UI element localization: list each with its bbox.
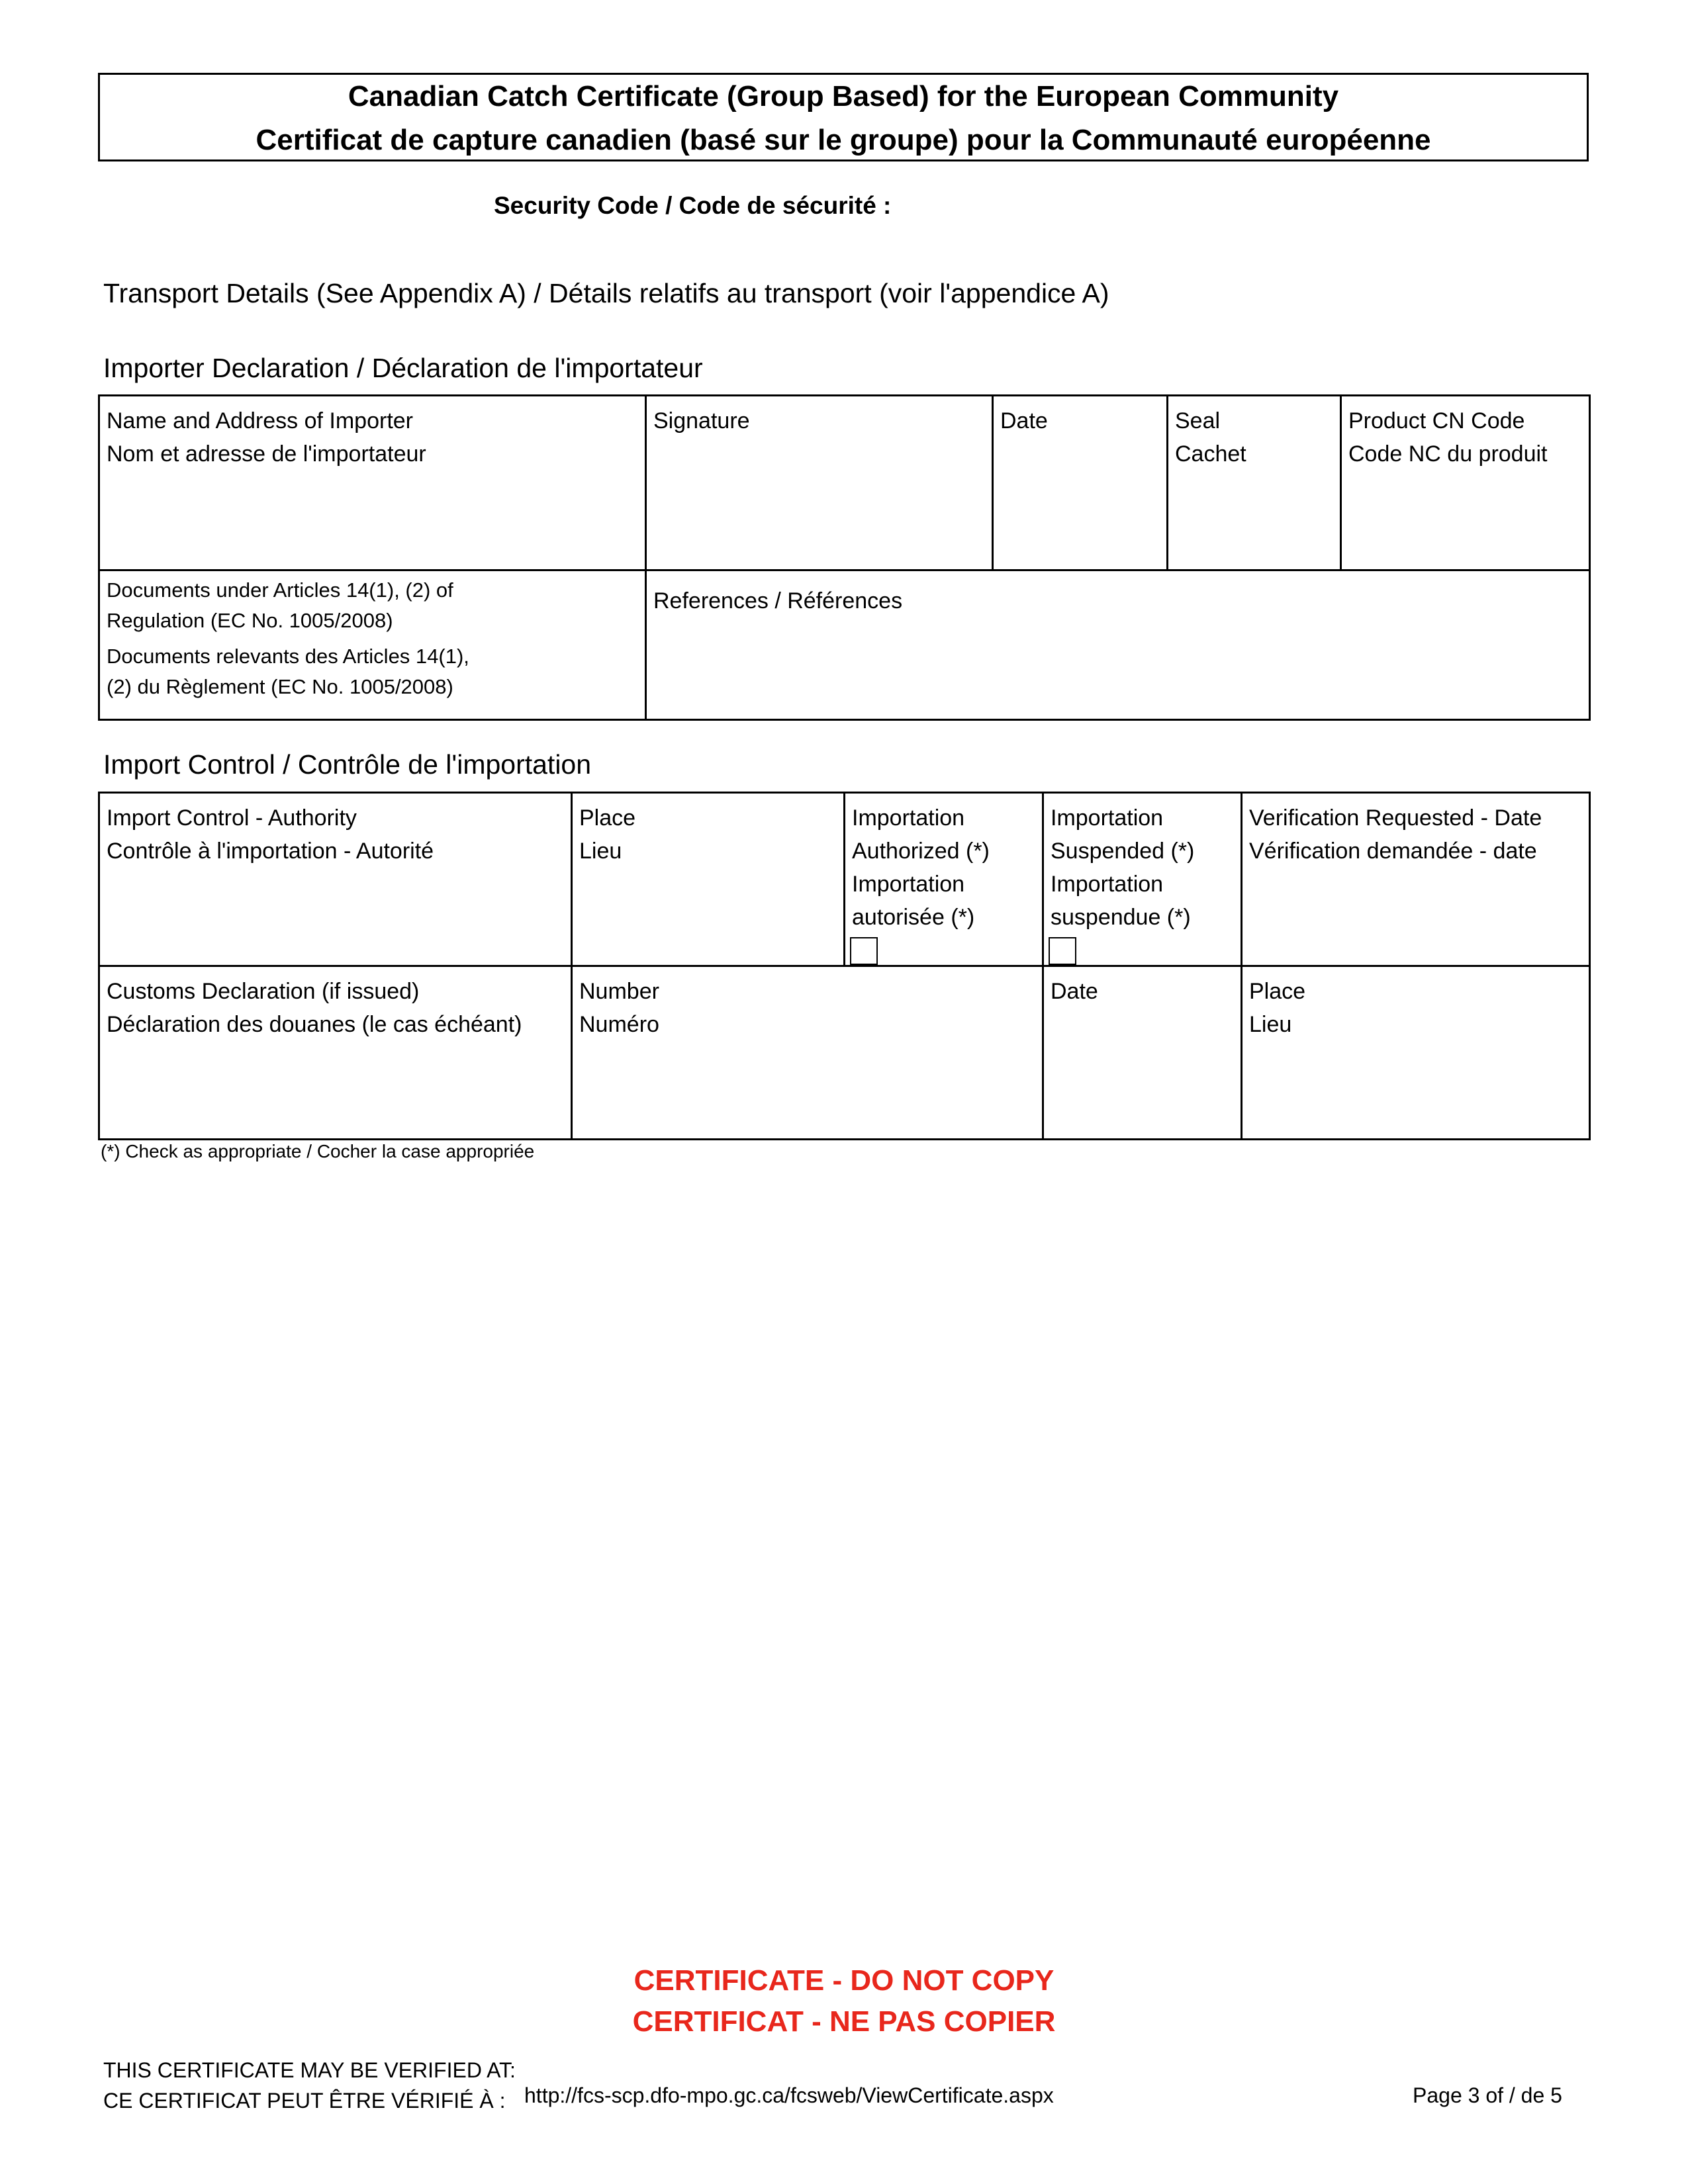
signature-label: Signature bbox=[653, 408, 750, 433]
page-number: Page 3 of / de 5 bbox=[1413, 2083, 1562, 2107]
cn-code-label-en: Product CN Code bbox=[1348, 408, 1525, 433]
authorized-label-2: Authorized (*) bbox=[852, 839, 990, 864]
references-cell[interactable] bbox=[646, 570, 1590, 720]
cn-code-label-fr: Code NC du produit bbox=[1348, 441, 1548, 467]
documents-label-en-2: Regulation (EC No. 1005/2008) bbox=[107, 609, 393, 632]
title-french: Certificat de capture canadien (basé sur le groupe) pour la Communauté européenne bbox=[256, 124, 1431, 156]
importer-date-cell[interactable] bbox=[993, 396, 1168, 570]
product-cn-code-cell[interactable] bbox=[1341, 396, 1590, 570]
certificate-title bbox=[98, 73, 1589, 161]
authorized-label-3: Importation bbox=[852, 872, 965, 897]
verify-label-fr: CE CERTIFICAT PEUT ÊTRE VÉRIFIÉ À : bbox=[103, 2089, 506, 2113]
suspended-label-1: Importation bbox=[1051, 805, 1164, 831]
authority-label-en: Import Control - Authority bbox=[107, 805, 357, 831]
import-place-cell[interactable] bbox=[572, 793, 845, 966]
documents-label-fr-1: Documents relevants des Articles 14(1), bbox=[107, 645, 469, 668]
import-authority-cell[interactable] bbox=[99, 793, 572, 966]
customs-date-cell[interactable] bbox=[1043, 966, 1242, 1140]
verification-url-link[interactable]: http://fcs-scp.dfo-mpo.gc.ca/fcsweb/ViewCertificate.aspx bbox=[524, 2083, 1054, 2107]
transport-details-heading: Transport Details (See Appendix A) / Détails relatifs au transport (voir l'appendice A) bbox=[103, 278, 1109, 308]
authorized-label-1: Importation bbox=[852, 805, 965, 831]
importer-name-label-en: Name and Address of Importer bbox=[107, 408, 414, 433]
importer-name-address-cell[interactable] bbox=[99, 396, 646, 570]
documents-label-fr-2: (2) du Règlement (EC No. 1005/2008) bbox=[107, 675, 453, 698]
customs-label-en: Customs Declaration (if issued) bbox=[107, 979, 420, 1004]
importation-authorized-checkbox[interactable] bbox=[850, 937, 878, 965]
title-english: Canadian Catch Certificate (Group Based) for the European Community bbox=[348, 80, 1339, 113]
customs-place-label-fr: Lieu bbox=[1249, 1012, 1292, 1037]
verification-requested-cell[interactable] bbox=[1242, 793, 1590, 966]
verification-label-fr: Vérification demandée - date bbox=[1249, 839, 1537, 864]
importer-seal-cell[interactable] bbox=[1168, 396, 1341, 570]
references-label: References / Références bbox=[653, 588, 903, 614]
verification-label-en: Verification Requested - Date bbox=[1249, 805, 1542, 831]
authorized-label-4: autorisée (*) bbox=[852, 905, 975, 930]
import-control-heading: Import Control / Contrôle de l'importation bbox=[103, 749, 592, 780]
place-label-fr: Lieu bbox=[579, 839, 622, 864]
seal-label-fr: Cachet bbox=[1175, 441, 1246, 467]
suspended-label-2: Suspended (*) bbox=[1051, 839, 1195, 864]
customs-place-cell[interactable] bbox=[1242, 966, 1590, 1140]
importer-signature-cell[interactable] bbox=[646, 396, 993, 570]
importation-suspended-checkbox[interactable] bbox=[1049, 937, 1076, 965]
customs-number-cell[interactable] bbox=[572, 966, 1043, 1140]
footnote: (*) Check as appropriate / Cocher la case appropriée bbox=[101, 1141, 535, 1161]
customs-label-fr: Déclaration des douanes (le cas échéant) bbox=[107, 1012, 522, 1037]
authority-label-fr: Contrôle à l'importation - Autorité bbox=[107, 839, 434, 864]
verify-label-en: THIS CERTIFICATE MAY BE VERIFIED AT: bbox=[103, 2058, 516, 2082]
suspended-label-4: suspendue (*) bbox=[1051, 905, 1191, 930]
date-label: Date bbox=[1000, 408, 1048, 433]
customs-date-label: Date bbox=[1051, 979, 1098, 1004]
importer-declaration-heading: Importer Declaration / Déclaration de l'importateur bbox=[103, 353, 703, 383]
documents-label-en-1: Documents under Articles 14(1), (2) of bbox=[107, 578, 453, 602]
watermark-line-fr: CERTIFICAT - NE PAS COPIER bbox=[632, 2005, 1056, 2038]
import-control-table bbox=[98, 792, 1591, 1140]
customs-place-label-en: Place bbox=[1249, 979, 1306, 1004]
watermark-line-en: CERTIFICATE - DO NOT COPY bbox=[633, 1964, 1055, 1997]
customs-declaration-cell bbox=[99, 966, 572, 1140]
seal-label-en: Seal bbox=[1175, 408, 1221, 433]
place-label-en: Place bbox=[579, 805, 636, 831]
suspended-label-3: Importation bbox=[1051, 872, 1164, 897]
number-label-en: Number bbox=[579, 979, 659, 1004]
importer-declaration-table bbox=[98, 394, 1591, 721]
security-code-label: Security Code / Code de sécurité : bbox=[494, 192, 892, 219]
number-label-fr: Numéro bbox=[579, 1012, 659, 1037]
documents-articles-cell bbox=[99, 570, 646, 720]
importer-name-label-fr: Nom et adresse de l'importateur bbox=[107, 441, 426, 467]
